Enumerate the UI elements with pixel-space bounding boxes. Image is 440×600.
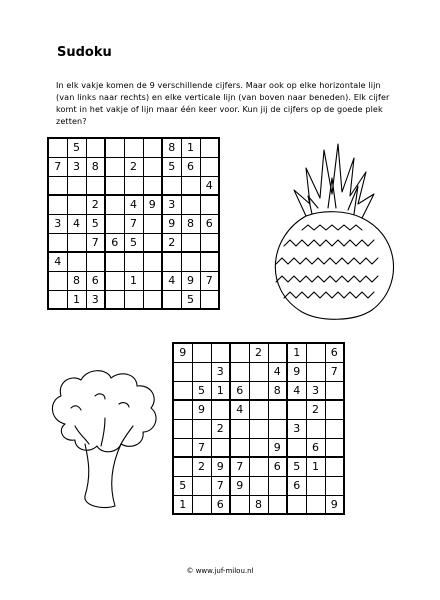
sudoku-cell[interactable]: 9 [143,195,162,214]
sudoku-cell[interactable]: 1 [181,138,200,157]
sudoku-row [48,252,219,271]
broccoli-icon [45,366,167,516]
sudoku-cell[interactable]: 9 [268,438,287,457]
sudoku-cell[interactable] [67,195,86,214]
sudoku-cell[interactable]: 2 [162,233,181,252]
sudoku-cell[interactable]: 7 [325,362,344,381]
sudoku-cell[interactable]: 2 [86,195,105,214]
sudoku-cell[interactable]: 5 [162,157,181,176]
sudoku-cell[interactable] [306,476,325,495]
sudoku-cell[interactable] [200,290,219,309]
sudoku-cell[interactable] [48,271,67,290]
sudoku-cell[interactable] [192,419,211,438]
sudoku-cell[interactable] [249,400,268,419]
sudoku-cell[interactable]: 6 [287,476,306,495]
sudoku-cell[interactable]: 1 [67,290,86,309]
footer-copyright: © www.juf-milou.nl [186,567,254,575]
sudoku-cell[interactable] [192,476,211,495]
sudoku-cell[interactable] [325,438,344,457]
sudoku-row [173,438,344,457]
sudoku-cell[interactable] [200,195,219,214]
sudoku-cell[interactable]: 6 [181,157,200,176]
sudoku-cell[interactable] [287,438,306,457]
sudoku-cell[interactable] [181,176,200,195]
sudoku-cell[interactable] [325,476,344,495]
instructions [56,79,396,127]
sudoku-cell[interactable] [105,252,124,271]
sudoku-row [48,214,219,233]
sudoku-cell[interactable]: 6 [211,495,230,514]
sudoku-cell[interactable] [48,138,67,157]
sudoku-cell[interactable] [143,157,162,176]
sudoku-cell[interactable]: 5 [192,381,211,400]
sudoku-cell[interactable] [162,252,181,271]
sudoku-cell[interactable] [230,343,249,362]
sudoku-cell[interactable] [211,438,230,457]
sudoku-cell[interactable]: 7 [86,233,105,252]
sudoku-cell[interactable]: 5 [287,457,306,476]
sudoku-cell[interactable] [173,400,192,419]
sudoku-cell[interactable]: 8 [181,214,200,233]
sudoku-cell[interactable] [268,476,287,495]
sudoku-row [48,157,219,176]
sudoku-row [48,233,219,252]
sudoku-cell[interactable] [211,343,230,362]
sudoku-cell[interactable] [143,138,162,157]
sudoku-cell[interactable]: 7 [200,271,219,290]
sudoku-cell[interactable]: 9 [162,214,181,233]
sudoku-row [173,343,344,362]
sudoku-cell[interactable] [249,457,268,476]
sudoku-cell[interactable]: 5 [124,233,143,252]
sudoku-row [173,381,344,400]
sudoku-cell[interactable] [268,495,287,514]
sudoku-cell[interactable] [105,195,124,214]
sudoku-cell[interactable] [192,343,211,362]
instruction-line: komt in het vakje of lijn maar één keer voor. Kun jij de cijfers op de goede plek [56,104,383,114]
sudoku-cell[interactable] [67,176,86,195]
sudoku-cell[interactable]: 3 [162,195,181,214]
sudoku-cell[interactable] [200,157,219,176]
sudoku-cell[interactable]: 5 [181,290,200,309]
sudoku-cell[interactable]: 7 [48,157,67,176]
instruction-line: In elk vakje komen de 9 verschillende cijfers. Maar ook op elke horizontale lijn [56,80,381,90]
sudoku-cell[interactable]: 4 [67,214,86,233]
sudoku-cell[interactable]: 1 [211,381,230,400]
instruction-line: zetten? [56,116,87,126]
sudoku-cell[interactable] [86,176,105,195]
sudoku-cell[interactable]: 4 [287,381,306,400]
sudoku-cell[interactable]: 9 [211,457,230,476]
sudoku-row [48,290,219,309]
pineapple-icon [262,138,404,320]
sudoku-cell[interactable] [306,419,325,438]
sudoku-cell[interactable] [306,343,325,362]
sudoku-cell[interactable] [181,195,200,214]
sudoku-cell[interactable] [249,438,268,457]
sudoku-cell[interactable]: 8 [162,138,181,157]
sudoku-cell[interactable] [48,176,67,195]
sudoku-cell[interactable] [162,290,181,309]
sudoku-cell[interactable]: 9 [325,495,344,514]
sudoku-cell[interactable]: 6 [325,343,344,362]
sudoku-cell[interactable]: 1 [306,457,325,476]
sudoku-cell[interactable] [211,400,230,419]
sudoku-cell[interactable] [143,214,162,233]
sudoku-cell[interactable]: 2 [124,157,143,176]
sudoku-cell[interactable]: 6 [268,457,287,476]
sudoku-cell[interactable]: 1 [124,271,143,290]
sudoku-row [48,195,219,214]
sudoku-cell[interactable] [249,419,268,438]
sudoku-cell[interactable]: 6 [105,233,124,252]
sudoku-cell[interactable]: 9 [230,476,249,495]
sudoku-grid-2 [172,342,345,515]
sudoku-cell[interactable] [325,419,344,438]
sudoku-cell[interactable]: 4 [124,195,143,214]
sudoku-cell[interactable] [143,176,162,195]
instruction-line: (van links naar rechts) en elke verticale lijn (van boven naar beneden). Elk cijfer [56,92,390,102]
sudoku-cell[interactable]: 4 [162,271,181,290]
sudoku-cell[interactable] [124,290,143,309]
sudoku-cell[interactable] [143,290,162,309]
sudoku-cell[interactable]: 2 [211,419,230,438]
sudoku-cell[interactable] [67,233,86,252]
sudoku-cell[interactable]: 7 [211,476,230,495]
sudoku-cell[interactable]: 3 [48,214,67,233]
sudoku-cell[interactable] [230,438,249,457]
sudoku-cell[interactable]: 6 [306,438,325,457]
sudoku-cell[interactable] [230,419,249,438]
sudoku-cell[interactable] [306,495,325,514]
sudoku-cell[interactable] [325,381,344,400]
sudoku-cell[interactable] [306,362,325,381]
sudoku-cell[interactable]: 6 [86,271,105,290]
sudoku-cell[interactable]: 3 [86,290,105,309]
sudoku-cell[interactable]: 8 [268,381,287,400]
sudoku-cell[interactable]: 7 [124,214,143,233]
sudoku-cell[interactable] [143,233,162,252]
sudoku-cell[interactable] [48,290,67,309]
sudoku-cell[interactable]: 4 [200,176,219,195]
sudoku-cell[interactable] [325,457,344,476]
sudoku-cell[interactable] [105,138,124,157]
sudoku-row [48,138,219,157]
sudoku-cell[interactable] [143,252,162,271]
sudoku-cell[interactable]: 9 [287,362,306,381]
sudoku-cell[interactable] [268,400,287,419]
sudoku-row [173,495,344,514]
sudoku-cell[interactable]: 6 [230,381,249,400]
page-title: Sudoku [57,45,112,60]
sudoku-cell[interactable] [249,476,268,495]
sudoku-cell[interactable] [181,233,200,252]
sudoku-cell[interactable] [192,362,211,381]
sudoku-cell[interactable] [48,195,67,214]
sudoku-cell[interactable]: 3 [67,157,86,176]
sudoku-cell[interactable] [124,252,143,271]
sudoku-cell[interactable] [181,252,200,271]
sudoku-cell[interactable]: 2 [249,343,268,362]
sudoku-cell[interactable]: 2 [306,400,325,419]
sudoku-cell[interactable] [249,381,268,400]
sudoku-cell[interactable]: 9 [173,343,192,362]
sudoku-cell[interactable]: 6 [200,214,219,233]
sudoku-cell[interactable]: 5 [67,138,86,157]
sudoku-cell[interactable] [230,362,249,381]
sudoku-cell[interactable]: 3 [287,419,306,438]
sudoku-cell[interactable] [200,138,219,157]
sudoku-cell[interactable]: 4 [230,400,249,419]
sudoku-cell[interactable]: 8 [86,157,105,176]
sudoku-cell[interactable] [325,400,344,419]
sudoku-cell[interactable] [48,233,67,252]
sudoku-cell[interactable] [268,343,287,362]
sudoku-cell[interactable] [173,381,192,400]
sudoku-cell[interactable] [173,457,192,476]
sudoku-cell[interactable] [162,176,181,195]
sudoku-row [48,176,219,195]
sudoku-cell[interactable]: 4 [48,252,67,271]
sudoku-cell[interactable] [105,290,124,309]
sudoku-cell[interactable] [105,214,124,233]
sudoku-cell[interactable] [200,233,219,252]
sudoku-cell[interactable] [200,252,219,271]
sudoku-cell[interactable] [173,438,192,457]
sudoku-cell[interactable]: 8 [249,495,268,514]
sudoku-cell[interactable] [124,176,143,195]
sudoku-cell[interactable] [105,176,124,195]
sudoku-cell[interactable] [105,271,124,290]
sudoku-grid-1 [47,137,220,310]
sudoku-cell[interactable] [67,252,86,271]
sudoku-cell[interactable]: 3 [211,362,230,381]
sudoku-cell[interactable]: 4 [268,362,287,381]
sudoku-cell[interactable] [287,400,306,419]
sudoku-cell[interactable]: 2 [192,457,211,476]
sudoku-cell[interactable]: 5 [173,476,192,495]
sudoku-row [173,400,344,419]
sudoku-cell[interactable] [268,419,287,438]
sudoku-cell[interactable]: 3 [306,381,325,400]
sudoku-cell[interactable] [192,495,211,514]
sudoku-row [173,362,344,381]
sudoku-row [48,271,219,290]
sudoku-cell[interactable]: 9 [181,271,200,290]
sudoku-cell[interactable]: 8 [67,271,86,290]
sudoku-cell[interactable]: 1 [173,495,192,514]
sudoku-cell[interactable] [105,157,124,176]
sudoku-cell[interactable] [249,362,268,381]
sudoku-cell[interactable] [230,495,249,514]
sudoku-cell[interactable] [173,362,192,381]
sudoku-cell[interactable] [173,419,192,438]
sudoku-cell[interactable]: 7 [230,457,249,476]
sudoku-cell[interactable]: 5 [86,214,105,233]
sudoku-cell[interactable] [124,138,143,157]
sudoku-row [173,419,344,438]
sudoku-cell[interactable]: 1 [287,343,306,362]
sudoku-cell[interactable] [86,252,105,271]
sudoku-row [173,476,344,495]
sudoku-cell[interactable]: 9 [192,400,211,419]
sudoku-cell[interactable]: 7 [192,438,211,457]
sudoku-cell[interactable] [86,138,105,157]
sudoku-row [173,457,344,476]
sudoku-cell[interactable] [287,495,306,514]
sudoku-cell[interactable] [143,271,162,290]
